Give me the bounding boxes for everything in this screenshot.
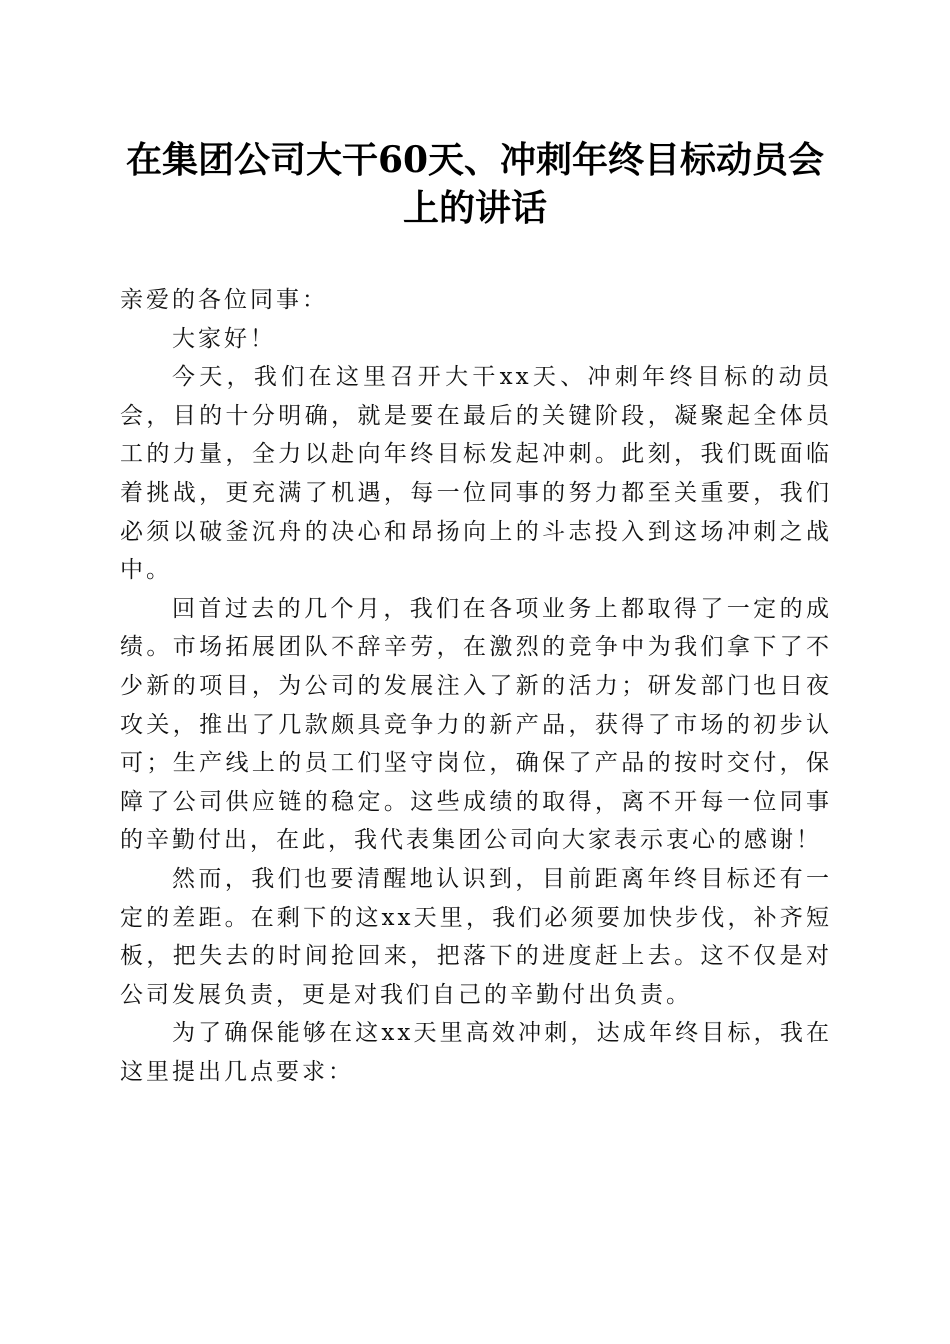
document-title [120, 136, 830, 232]
salutation: 亲爱的各位同事： [120, 287, 328, 313]
gap-paragraph: 然而，我们也要清醒地认识到，目前距离年终目标还有一定的差距。在剩下的这xx天里，我们必须要加快步伐，补齐短板，把失去的时间抢回来，把落下的进度赶上去。这不仅是对公司发展负责，更是对我们自己的辛勤付出负责。 [120, 865, 832, 1008]
greeting-paragraph: 大家好！ [172, 325, 276, 352]
title-line-1: 在集团公司大干60天、冲刺年终目标动员会 [125, 139, 825, 181]
requirements-paragraph: 为了确保能够在这xx天里高效冲刺，达成年终目标，我在这里提出几点要求： [120, 1020, 832, 1085]
document-body [120, 281, 832, 1091]
title-line-2: 上的讲话 [402, 187, 547, 229]
review-paragraph: 回首过去的几个月，我们在各项业务上都取得了一定的成绩。市场拓展团队不辞辛劳，在激烈的竞争中为我们拿下了不少新的项目，为公司的发展注入了新的活力；研发部门也日夜攻关，推出了几款颇具竞争力的新产品，获得了市场的初步认可；生产线上的员工们坚守岗位，确保了产品的按时交付，保障了公司供应链的稳定。这些成绩的取得，离不开每一位同事的辛勤付出，在此，我代表集团公司向大家表示衷心的感谢！ [120, 595, 832, 854]
intro-paragraph: 今天，我们在这里召开大干xx天、冲刺年终目标的动员会，目的十分明确，就是要在最后的关键阶段，凝聚起全体员工的力量，全力以赴向年终目标发起冲刺。此刻，我们既面临着挑战，更充满了机遇，每一位同事的努力都至关重要，我们必须以破釜沉舟的决心和昂扬向上的斗志投入到这场冲刺之战中。 [120, 364, 832, 584]
